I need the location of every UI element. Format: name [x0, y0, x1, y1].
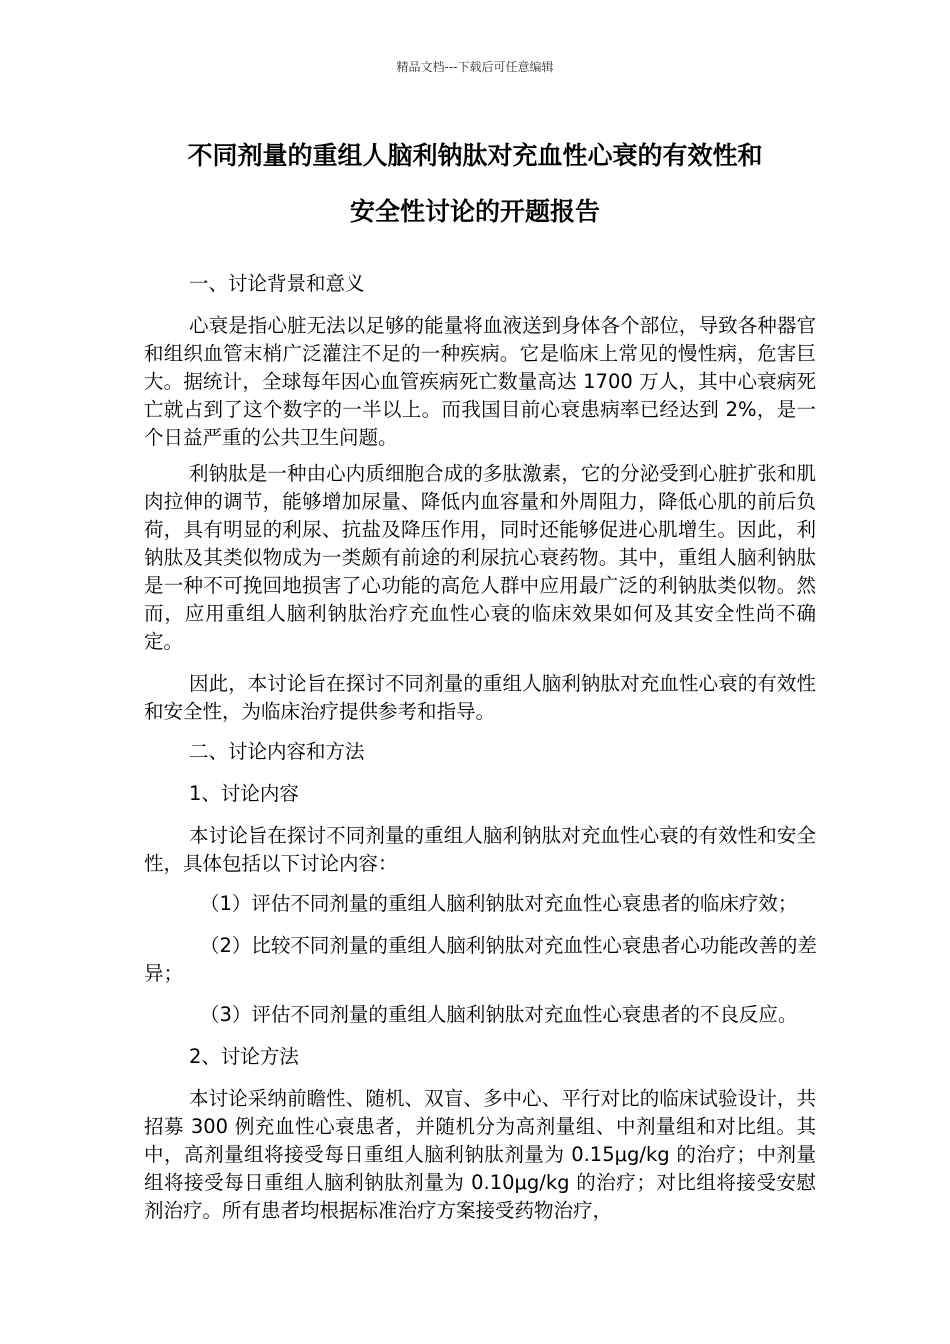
paragraph-content-intro: 本讨论旨在探讨不同剂量的重组人脑利钠肽对充血性心衰的有效性和安全性，具体包括以下讨论内容： — [144, 824, 816, 875]
paragraph-natriuretic-peptide: 利钠肽是一种由心内质细胞合成的多肽激素，它的分泌受到心脏扩张和肌肉拉伸的调节，能够增加尿量、降低内血容量和外周阻力，降低心肌的前后负荷，具有明显的利尿、抗盐及降压作用，同时还能够促进心肌增生。因此，利钠肽及其类似物成为一类颇有前途的利尿抗心衰药物。其中，重组人脑利钠肽是一种不可挽回地损害了心功能的高危人群中应用最广泛的利钠肽类似物。然而，应用重组人脑利钠肽治疗充血性心衰的临床效果如何及其安全性尚不确定。 — [144, 462, 816, 653]
document-title-line-2: 安全性讨论的开题报告 — [349, 197, 600, 226]
document-title-line-1: 不同剂量的重组人脑利钠肽对充血性心衰的有效性和 — [187, 141, 763, 170]
section-2-heading: 二、讨论内容和方法 — [189, 740, 365, 763]
section-1-heading: 一、讨论背景和意义 — [189, 272, 365, 295]
list-item: （2）比较不同剂量的重组人脑利钠肽对充血性心衰患者心功能改善的差异； — [144, 934, 817, 985]
list-item: （1）评估不同剂量的重组人脑利钠肽对充血性心衰患者的临床疗效； — [200, 892, 798, 915]
paragraph-background: 心衰是指心脏无法以足够的能量将血液送到身体各个部位，导致各种器官和组织血管末梢广泛灌注不足的一种疾病。它是临床上常见的慢性病，危害巨大。据统计，全球每年因心血管疾病死亡数量高达 1700 万人，其中心衰病死亡就占到了这个数字的一半以上。而我国目前心衰患病率已经达到 2%，是一个日益严重的公共卫生问题。 — [144, 314, 816, 449]
paragraph-methods: 本讨论采纳前瞻性、随机、双盲、多中心、平行对比的临床试验设计，共招募 300 例充血性心衰患者，并随机分为高剂量组、中剂量组和对比组。其中，高剂量组将接受每日重组人脑利钠肽剂量为 0.15μg/kg 的治疗；中剂量组将接受每日重组人脑利钠肽剂量为 0.10μg/kg 的治疗；对比组将接受安慰剂治疗。所有患者均根据标准治疗方案接受药物治疗， — [144, 1087, 816, 1222]
list-item: （3）评估不同剂量的重组人脑利钠肽对充血性心衰患者的不良反应。 — [200, 1003, 798, 1026]
paragraph-purpose: 因此，本讨论旨在探讨不同剂量的重组人脑利钠肽对充血性心衰的有效性和安全性，为临床治疗提供参考和指导。 — [144, 672, 816, 723]
header-note: 精品文档---下载后可任意编辑 — [396, 60, 554, 74]
subsection-1-heading: 1、讨论内容 — [189, 782, 299, 805]
subsection-2-heading: 2、讨论方法 — [189, 1045, 299, 1068]
